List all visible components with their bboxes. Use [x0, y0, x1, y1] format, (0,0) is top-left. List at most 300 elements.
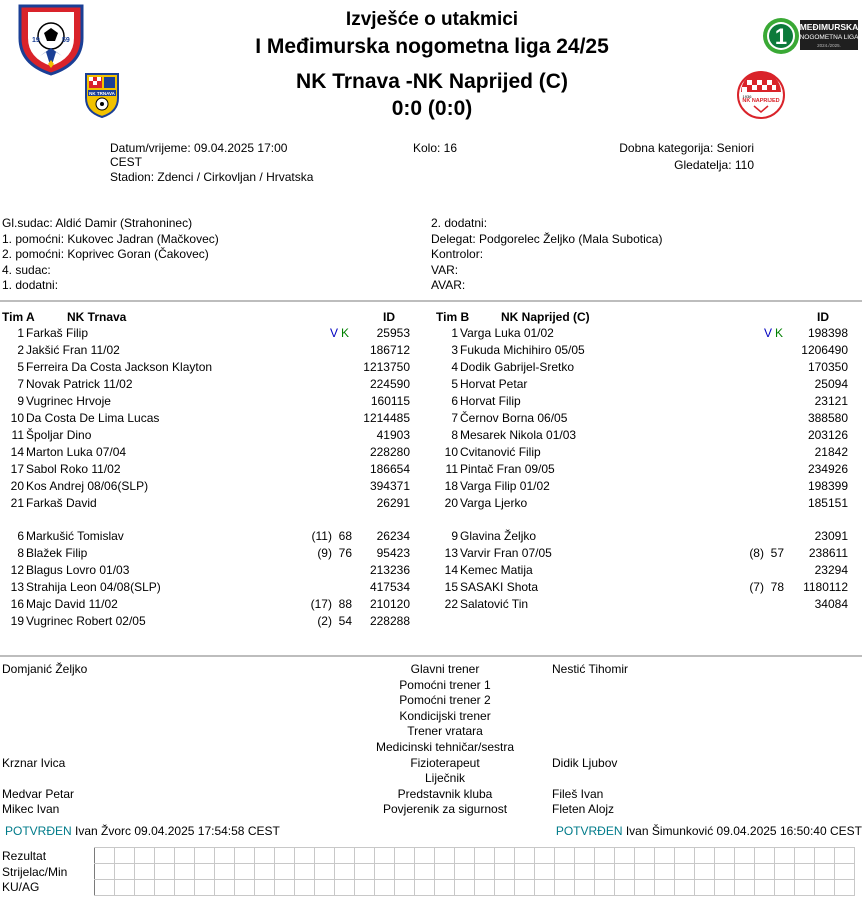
official-left-line: 1. dodatni:: [2, 278, 59, 293]
grid-cell: [615, 880, 635, 896]
grid-cell: [715, 864, 735, 880]
player-name: Fukuda Michihiro 05/05: [460, 343, 585, 357]
player-number: 20: [10, 479, 24, 493]
player-id: 228280: [369, 445, 410, 459]
player-row: [2, 478, 422, 495]
grid-cell: [115, 848, 135, 864]
grid-cell: [455, 880, 475, 896]
grid-cell: [675, 864, 695, 880]
grid-cell: [575, 880, 595, 896]
grid-cell: [215, 880, 235, 896]
staff-role: Liječnik: [424, 771, 466, 786]
grid-cell: [195, 848, 215, 864]
team-a-id-header: ID: [383, 310, 395, 324]
grid-cell: [175, 864, 195, 880]
player-row: [436, 444, 856, 461]
player-number: 16: [10, 597, 24, 611]
player-row: [2, 596, 422, 613]
official-left-line: 1. pomoćni: Kukovec Jadran (Mačkovec): [2, 231, 219, 246]
player-id: 186712: [369, 343, 410, 357]
grid-cell: [835, 880, 855, 896]
player-number: 13: [10, 580, 24, 594]
grid-cell: [495, 848, 515, 864]
grid-cell: [835, 848, 855, 864]
grid-cell: [135, 880, 155, 896]
grid-cell: [755, 880, 775, 896]
grid-cell: [375, 880, 395, 896]
home-logo-text: NK TRNAVA: [89, 91, 115, 96]
player-number: 20: [444, 496, 458, 510]
staff-right-name: Fleten Alojz: [552, 802, 615, 817]
grid-cell: [615, 864, 635, 880]
grid-cell: [235, 880, 255, 896]
player-number: 8: [451, 428, 458, 442]
captain-k-marker: K: [341, 326, 350, 340]
grid-cell: [235, 864, 255, 880]
team-a-name: NK Trnava: [67, 310, 127, 324]
player-id: 213236: [369, 563, 410, 577]
player-number: 17: [10, 462, 24, 476]
grid-cell: [95, 864, 115, 880]
player-name: Salatović Tin: [460, 597, 529, 611]
player-number: 3: [451, 343, 458, 357]
player-id: 41903: [376, 428, 410, 442]
player-id: 203126: [807, 428, 848, 442]
match-round: Kolo: 16: [413, 141, 458, 155]
grid-cell: [775, 848, 795, 864]
official-right-line: Delegat: Podgorelec Željko (Mala Subotica): [431, 231, 663, 246]
player-row: [436, 528, 856, 545]
spectators: Gledatelja: 110: [674, 158, 754, 172]
player-name: Farkaš Filip: [26, 326, 89, 340]
captain-k-marker: K: [775, 326, 784, 340]
grid-cell: [775, 864, 795, 880]
staff-role: Predstavnik kluba: [397, 786, 493, 801]
grid-cell: [555, 864, 575, 880]
grid-cell: [295, 864, 315, 880]
grid-row-label-ku-ag: KU/AG: [2, 880, 40, 894]
grid-cell: [575, 864, 595, 880]
grid-cell: [455, 864, 475, 880]
grid-cell: [295, 880, 315, 896]
player-row: [436, 359, 856, 376]
staff-role: Pomoćni trener 1: [399, 677, 491, 692]
grid-cell: [535, 864, 555, 880]
player-name: Majc David 11/02: [26, 597, 118, 611]
player-name: Špoljar Dino: [26, 428, 92, 442]
captain-v-marker: V: [330, 326, 339, 340]
player-row: [436, 579, 856, 596]
player-id: 394371: [369, 479, 410, 493]
player-name: Jakšić Fran 11/02: [26, 343, 120, 357]
player-row: [2, 461, 422, 478]
player-name: Vugrinec Hrvoje: [26, 394, 111, 408]
player-number: 21: [10, 496, 24, 510]
player-number: 9: [17, 394, 24, 408]
staff-role: Medicinski tehničar/sestra: [375, 740, 515, 754]
player-number: 7: [451, 411, 458, 425]
grid-cell: [735, 848, 755, 864]
player-number: 19: [10, 614, 24, 628]
staff-role: Kondicijski trener: [399, 708, 491, 723]
staff-right-name: Nestić Tihomir: [552, 662, 629, 676]
player-id: 26291: [376, 496, 410, 510]
grid-cell: [475, 880, 495, 896]
grid-cell: [775, 880, 795, 896]
player-id: 210120: [369, 597, 410, 611]
player-row: [436, 393, 856, 410]
official-right-line: Kontrolor:: [431, 247, 484, 262]
grid-cell: [235, 848, 255, 864]
player-number: 4: [451, 360, 458, 374]
player-id: 95423: [376, 546, 410, 560]
grid-row-label-result: Rezultat: [2, 849, 47, 863]
player-name: Kos Andrej 08/06(SLP): [26, 479, 149, 493]
grid-cell: [415, 848, 435, 864]
grid-cell: [315, 848, 335, 864]
player-name: SASAKI Shota: [460, 580, 539, 594]
match-teams: [0, 70, 864, 94]
staff-role: Povjerenik za sigurnost: [382, 802, 508, 817]
player-name: Kemec Matija: [460, 563, 533, 577]
away-logo-text: NK NAPRIJED: [742, 98, 780, 104]
player-name: Varga Ljerko: [460, 496, 528, 510]
grid-cell: [815, 880, 835, 896]
player-name: Markušić Tomislav: [26, 529, 124, 543]
team-b-id-header: ID: [817, 310, 829, 324]
player-name: Blažek Filip: [26, 546, 88, 560]
grid-cell: [435, 848, 455, 864]
grid-cell: [575, 848, 595, 864]
grid-row: [95, 880, 855, 896]
player-name: Marton Luka 07/04: [26, 445, 127, 459]
grid-cell: [555, 880, 575, 896]
player-name: Horvat Petar: [460, 377, 528, 391]
grid-row: [95, 848, 855, 864]
result-grid: [94, 847, 855, 896]
player-id: 23294: [814, 563, 848, 577]
grid-cell: [215, 864, 235, 880]
player-name: Farkaš David: [26, 496, 97, 510]
grid-cell: [735, 864, 755, 880]
player-row: [436, 410, 856, 427]
grid-cell: [795, 848, 815, 864]
player-id: 23121: [814, 394, 848, 408]
player-number: 9: [451, 529, 458, 543]
player-number: 6: [451, 394, 458, 408]
player-id: 224590: [369, 377, 410, 391]
team-b-label: Tim B: [436, 310, 470, 324]
staff-right-name: Didik Ljubov: [552, 755, 618, 770]
player-row: [2, 393, 422, 410]
grid-cell: [335, 880, 355, 896]
player-id: 23091: [814, 529, 848, 543]
player-number: 5: [17, 360, 24, 374]
grid-cell: [375, 864, 395, 880]
player-name: Varga Luka 01/02: [460, 326, 554, 340]
grid-cell: [615, 848, 635, 864]
player-id: 198398: [807, 326, 848, 340]
substitution-info: (11) 68: [311, 529, 352, 543]
player-number: 22: [444, 597, 458, 611]
player-name: Dodik Gabrijel-Sretko: [460, 360, 575, 374]
staff-right-name: Fileš Ivan: [552, 786, 604, 801]
grid-row: [95, 864, 855, 880]
player-row: [2, 495, 422, 512]
grid-cell: [295, 848, 315, 864]
staff-role: Glavni trener: [410, 662, 480, 676]
grid-cell: [535, 880, 555, 896]
player-number: 1: [17, 326, 24, 340]
grid-cell: [435, 880, 455, 896]
player-row: [2, 579, 422, 596]
player-row: [436, 342, 856, 359]
player-row: [2, 444, 422, 461]
grid-cell: [275, 880, 295, 896]
grid-cell: [475, 864, 495, 880]
grid-cell: [695, 848, 715, 864]
player-number: 10: [10, 411, 24, 425]
grid-cell: [815, 864, 835, 880]
player-id: 160115: [370, 394, 410, 408]
player-row: [2, 528, 422, 545]
player-name: Cvitanović Filip: [460, 445, 541, 459]
player-id: 388580: [807, 411, 848, 425]
player-row: [2, 613, 422, 630]
league-logo-line1: MEĐIMURSKA: [799, 22, 859, 32]
player-row: [436, 461, 856, 478]
official-left-line: Gl.sudac: Aldić Damir (Strahoninec): [2, 216, 193, 230]
official-right-line: AVAR:: [431, 278, 466, 293]
substitution-info: (2) 54: [317, 614, 352, 628]
player-id: 170350: [807, 360, 848, 374]
player-row: [2, 410, 422, 427]
official-left-line: 4. sudac:: [2, 262, 51, 277]
staff-role: Pomoćni trener 2: [399, 693, 491, 708]
grid-cell: [355, 848, 375, 864]
player-id: 26234: [376, 529, 410, 543]
grid-row-label-scorer: Strijelac/Min: [2, 865, 68, 879]
player-id: 34084: [814, 597, 848, 611]
grid-cell: [135, 848, 155, 864]
league-title: I Međimurska nogometna liga 24/25: [255, 35, 609, 58]
staff-left-name: Domjanić Željko: [2, 662, 88, 676]
grid-cell: [595, 864, 615, 880]
away-team-name: NK Naprijed (C): [412, 70, 568, 93]
player-row: [2, 359, 422, 376]
player-name: Blagus Lovro 01/03: [26, 563, 130, 577]
grid-cell: [555, 848, 575, 864]
grid-cell: [195, 864, 215, 880]
player-row: [2, 325, 422, 342]
grid-cell: [275, 848, 295, 864]
player-row: [436, 325, 856, 342]
grid-cell: [495, 880, 515, 896]
match-score: 0:0 (0:0): [391, 97, 473, 120]
player-name: Glavina Željko: [460, 529, 537, 543]
player-number: 14: [10, 445, 24, 459]
grid-cell: [655, 880, 675, 896]
player-id: 185151: [807, 496, 848, 510]
player-row: [436, 376, 856, 393]
grid-cell: [195, 880, 215, 896]
grid-cell: [395, 848, 415, 864]
grid-cell: [675, 848, 695, 864]
player-name: Ferreira Da Costa Jackson Klayton: [26, 360, 213, 374]
away-logo-year: 1936: [742, 94, 752, 99]
player-row: [436, 562, 856, 579]
grid-cell: [635, 848, 655, 864]
grid-cell: [255, 848, 275, 864]
staff-role: Fizioterapeut: [410, 755, 480, 770]
grid-cell: [335, 864, 355, 880]
captain-v-marker: V: [764, 326, 773, 340]
player-row: [2, 376, 422, 393]
staff-role: Trener vratara: [407, 724, 483, 739]
grid-cell: [315, 864, 335, 880]
player-row: [2, 427, 422, 444]
player-number: 6: [17, 529, 24, 543]
assoc-year-left: 19: [32, 37, 40, 44]
substitution-info: (9) 76: [317, 546, 352, 560]
grid-cell: [255, 864, 275, 880]
age-category: Dobna kategorija: Seniori: [619, 141, 754, 155]
player-name: Novak Patrick 11/02: [26, 377, 133, 391]
official-right-line: VAR:: [431, 262, 459, 277]
confirmation-right-label: POTVRĐEN: [555, 824, 623, 838]
player-number: 12: [10, 563, 24, 577]
grid-cell: [155, 880, 175, 896]
grid-cell: [475, 848, 495, 864]
match-datetime: Datum/vrijeme: 09.04.2025 17:00: [110, 141, 288, 155]
grid-cell: [635, 864, 655, 880]
confirmation-left-label: POTVRĐEN: [5, 824, 72, 838]
league-logo-line2: NOGOMETNA LIGA: [799, 34, 859, 41]
grid-cell: [795, 880, 815, 896]
grid-cell: [595, 848, 615, 864]
player-id: 417534: [369, 580, 410, 594]
player-name: Vugrinec Robert 02/05: [26, 614, 146, 628]
substitution-info: (8) 57: [749, 546, 784, 560]
player-number: 18: [444, 479, 458, 493]
player-id: 198399: [807, 479, 848, 493]
grid-cell: [115, 880, 135, 896]
player-number: 14: [444, 563, 458, 577]
staff-left-name: Medvar Petar: [2, 786, 75, 801]
player-id: 1214485: [363, 411, 410, 425]
home-team-name: NK Trnava: [296, 70, 400, 93]
substitution-info: (7) 78: [749, 580, 784, 594]
grid-cell: [115, 864, 135, 880]
grid-cell: [215, 848, 235, 864]
team-a-label: Tim A: [2, 310, 35, 324]
grid-cell: [455, 848, 475, 864]
grid-cell: [515, 848, 535, 864]
league-logo-line3: 2024./2025.: [817, 43, 841, 48]
grid-cell: [535, 848, 555, 864]
player-name: Da Costa De Lima Lucas: [26, 411, 160, 425]
grid-cell: [715, 848, 735, 864]
player-row: [436, 545, 856, 562]
league-logo-number: 1: [774, 24, 788, 49]
official-left-line: 2. pomoćni: Koprivec Goran (Čakovec): [2, 247, 209, 262]
player-id: 228288: [369, 614, 410, 628]
grid-cell: [755, 848, 775, 864]
grid-cell: [435, 864, 455, 880]
grid-cell: [675, 880, 695, 896]
grid-cell: [355, 880, 375, 896]
player-name: Horvat Filip: [460, 394, 521, 408]
grid-cell: [95, 848, 115, 864]
player-id: 1206490: [801, 343, 848, 357]
grid-cell: [175, 848, 195, 864]
grid-cell: [815, 848, 835, 864]
grid-cell: [655, 848, 675, 864]
player-number: 15: [444, 580, 458, 594]
player-id: 1180112: [803, 580, 848, 594]
confirmation-right: [556, 824, 862, 838]
player-id: 21842: [814, 445, 848, 459]
player-name: Pintač Fran 09/05: [460, 462, 555, 476]
player-row: [436, 596, 856, 613]
player-number: 2: [17, 343, 24, 357]
grid-cell: [735, 880, 755, 896]
grid-cell: [415, 864, 435, 880]
player-number: 5: [451, 377, 458, 391]
player-name: Černov Borna 06/05: [460, 411, 568, 425]
player-name: Mesarek Nikola 01/03: [460, 428, 577, 442]
grid-cell: [795, 864, 815, 880]
player-id: 238611: [808, 546, 848, 560]
grid-cell: [715, 880, 735, 896]
player-number: 13: [444, 546, 458, 560]
grid-cell: [255, 880, 275, 896]
confirmation-right-text: Ivan Šimunković 09.04.2025 16:50:40 CEST: [625, 824, 862, 838]
confirmation-left-text: Ivan Žvorc 09.04.2025 17:54:58 CEST: [75, 824, 280, 838]
player-id: 186654: [369, 462, 410, 476]
grid-cell: [695, 864, 715, 880]
player-number: 8: [17, 546, 24, 560]
grid-cell: [835, 864, 855, 880]
player-name: Sabol Roko 11/02: [26, 462, 121, 476]
player-number: 7: [17, 377, 24, 391]
grid-cell: [395, 864, 415, 880]
grid-cell: [755, 864, 775, 880]
player-name: Varvir Fran 07/05: [460, 546, 552, 560]
grid-cell: [695, 880, 715, 896]
grid-cell: [335, 848, 355, 864]
grid-cell: [155, 848, 175, 864]
grid-cell: [415, 880, 435, 896]
grid-cell: [515, 864, 535, 880]
grid-cell: [275, 864, 295, 880]
divider-middle: [0, 655, 862, 657]
report-title: Izvješće o utakmici: [345, 9, 519, 30]
grid-cell: [395, 880, 415, 896]
assoc-year-right: 59: [62, 37, 70, 44]
team-b-name: NK Naprijed (C): [501, 310, 590, 324]
grid-cell: [635, 880, 655, 896]
player-id: 25094: [814, 377, 848, 391]
staff-left-name: Mikec Ivan: [2, 802, 60, 817]
grid-cell: [355, 864, 375, 880]
divider-top: [0, 300, 862, 302]
staff-left-name: Krznar Ivica: [2, 755, 66, 770]
grid-cell: [655, 864, 675, 880]
player-row: [436, 495, 856, 512]
substitution-info: (17) 88: [310, 597, 352, 611]
grid-cell: [175, 880, 195, 896]
